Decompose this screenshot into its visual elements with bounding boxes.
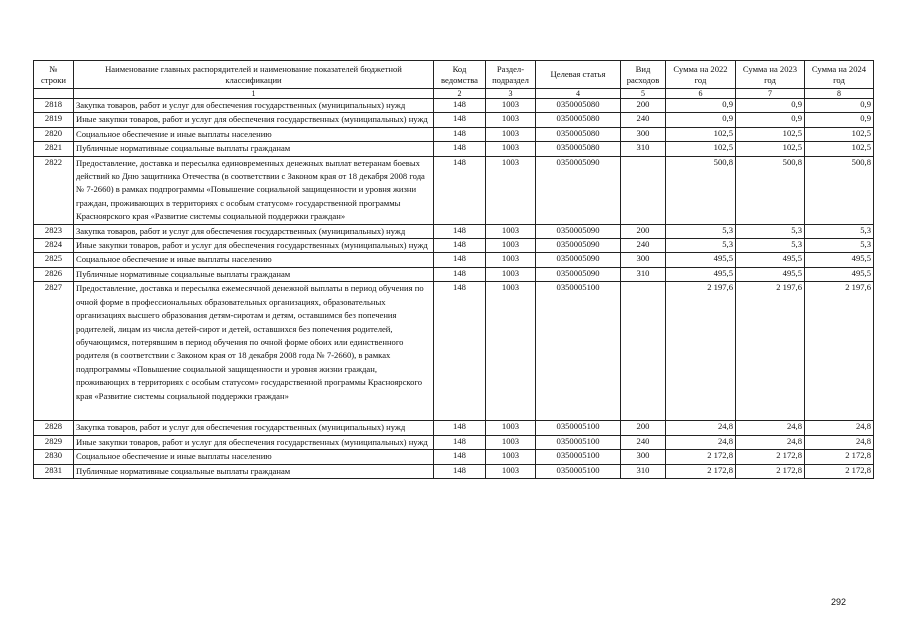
header-section: Раздел-подраздел <box>486 61 536 89</box>
row-sum-2024: 102,5 <box>805 127 874 141</box>
column-number: 1 <box>74 89 434 99</box>
row-target-article: 0350005090 <box>536 239 621 253</box>
row-number: 2820 <box>34 127 74 141</box>
column-number: 3 <box>486 89 536 99</box>
row-department-code: 148 <box>434 253 486 267</box>
table-row <box>34 435 874 449</box>
row-sum-2024: 102,5 <box>805 142 874 156</box>
row-sum-2024: 5,3 <box>805 239 874 253</box>
row-sum-2022: 102,5 <box>666 142 736 156</box>
table-row <box>34 282 874 421</box>
row-section: 1003 <box>486 156 536 224</box>
row-sum-2022: 2 172,8 <box>666 450 736 464</box>
row-number: 2828 <box>34 421 74 435</box>
header-row-number: № строки <box>34 61 74 89</box>
row-expense-type: 200 <box>621 99 666 113</box>
row-sum-2023: 495,5 <box>736 267 805 281</box>
header-row <box>34 61 874 89</box>
row-target-article: 0350005090 <box>536 156 621 224</box>
row-number: 2825 <box>34 253 74 267</box>
table-row <box>34 239 874 253</box>
row-name: Социальное обеспечение и иные выплаты населению <box>74 450 434 464</box>
row-sum-2022: 102,5 <box>666 127 736 141</box>
header-sum-2022: Сумма на 2022 год <box>666 61 736 89</box>
row-department-code: 148 <box>434 239 486 253</box>
row-sum-2023: 5,3 <box>736 239 805 253</box>
row-sum-2023: 5,3 <box>736 224 805 238</box>
row-number: 2831 <box>34 464 74 478</box>
row-sum-2024: 495,5 <box>805 253 874 267</box>
row-number: 2830 <box>34 450 74 464</box>
row-name: Иные закупки товаров, работ и услуг для обеспечения государственных (муниципальных) нужд <box>74 113 434 127</box>
row-section: 1003 <box>486 421 536 435</box>
row-name: Иные закупки товаров, работ и услуг для обеспечения государственных (муниципальных) нужд <box>74 435 434 449</box>
row-sum-2022: 5,3 <box>666 224 736 238</box>
row-name: Социальное обеспечение и иные выплаты населению <box>74 253 434 267</box>
row-sum-2022: 0,9 <box>666 99 736 113</box>
row-name: Предоставление, доставка и пересылка единовременных денежных выплат ветеранам боевых действий ко Дню защитника Отечества (в соответствии с Законом края от 18 декабря 2008 года № 7-2660) в рамках подпрограммы «Повышение социальной защищенности и уровня жизни граждан, проживающих в территориях с особым статусом» государственной программы Красноярского края «Развитие системы социальной поддержки граждан» <box>74 156 434 224</box>
row-number: 2823 <box>34 224 74 238</box>
row-sum-2022: 495,5 <box>666 253 736 267</box>
row-section: 1003 <box>486 253 536 267</box>
row-target-article: 0350005080 <box>536 99 621 113</box>
row-department-code: 148 <box>434 127 486 141</box>
table-row <box>34 99 874 113</box>
page-number: 292 <box>831 597 847 607</box>
row-department-code: 148 <box>434 99 486 113</box>
header-sum-2023: Сумма на 2023 год <box>736 61 805 89</box>
row-section: 1003 <box>486 464 536 478</box>
row-expense-type: 310 <box>621 142 666 156</box>
table-row <box>34 464 874 478</box>
row-number: 2822 <box>34 156 74 224</box>
table-body <box>34 99 874 479</box>
row-target-article: 0350005080 <box>536 113 621 127</box>
column-number: 6 <box>666 89 736 99</box>
table-row <box>34 450 874 464</box>
table-row <box>34 156 874 224</box>
column-number: 5 <box>621 89 666 99</box>
row-sum-2023: 102,5 <box>736 142 805 156</box>
row-name: Иные закупки товаров, работ и услуг для обеспечения государственных (муниципальных) нужд <box>74 239 434 253</box>
row-number: 2818 <box>34 99 74 113</box>
row-sum-2023: 0,9 <box>736 99 805 113</box>
row-section: 1003 <box>486 450 536 464</box>
column-number: 4 <box>536 89 621 99</box>
row-sum-2023: 102,5 <box>736 127 805 141</box>
row-name: Публичные нормативные социальные выплаты гражданам <box>74 267 434 281</box>
row-target-article: 0350005090 <box>536 224 621 238</box>
header-sum-2024: Сумма на 2024 год <box>805 61 874 89</box>
header-expense-type: Вид расходов <box>621 61 666 89</box>
row-sum-2022: 24,8 <box>666 435 736 449</box>
row-name: Публичные нормативные социальные выплаты гражданам <box>74 142 434 156</box>
row-section: 1003 <box>486 435 536 449</box>
row-sum-2023: 2 197,6 <box>736 282 805 421</box>
row-sum-2022: 495,5 <box>666 267 736 281</box>
row-department-code: 148 <box>434 464 486 478</box>
row-expense-type: 200 <box>621 224 666 238</box>
row-expense-type: 240 <box>621 113 666 127</box>
row-target-article: 0350005080 <box>536 127 621 141</box>
header-name: Наименование главных распорядителей и наименование показателей бюджетной классификации <box>74 61 434 89</box>
row-expense-type <box>621 282 666 421</box>
table-row <box>34 253 874 267</box>
row-name: Закупка товаров, работ и услуг для обеспечения государственных (муниципальных) нужд <box>74 421 434 435</box>
row-name: Публичные нормативные социальные выплаты гражданам <box>74 464 434 478</box>
row-number: 2826 <box>34 267 74 281</box>
row-department-code: 148 <box>434 450 486 464</box>
row-sum-2023: 500,8 <box>736 156 805 224</box>
row-sum-2022: 0,9 <box>666 113 736 127</box>
row-name: Закупка товаров, работ и услуг для обеспечения государственных (муниципальных) нужд <box>74 224 434 238</box>
row-target-article: 0350005090 <box>536 253 621 267</box>
row-expense-type: 240 <box>621 435 666 449</box>
table-row <box>34 421 874 435</box>
row-sum-2022: 5,3 <box>666 239 736 253</box>
row-sum-2024: 24,8 <box>805 421 874 435</box>
row-sum-2024: 2 172,8 <box>805 464 874 478</box>
row-number: 2824 <box>34 239 74 253</box>
row-number: 2829 <box>34 435 74 449</box>
table-row <box>34 142 874 156</box>
row-sum-2023: 2 172,8 <box>736 464 805 478</box>
row-sum-2024: 24,8 <box>805 435 874 449</box>
row-department-code: 148 <box>434 156 486 224</box>
column-number: 2 <box>434 89 486 99</box>
row-name: Социальное обеспечение и иные выплаты населению <box>74 127 434 141</box>
row-sum-2024: 500,8 <box>805 156 874 224</box>
row-section: 1003 <box>486 113 536 127</box>
column-number-row <box>34 89 874 99</box>
row-department-code: 148 <box>434 435 486 449</box>
row-department-code: 148 <box>434 142 486 156</box>
header-department-code: Код ведомства <box>434 61 486 89</box>
row-section: 1003 <box>486 142 536 156</box>
row-sum-2024: 2 172,8 <box>805 450 874 464</box>
row-sum-2023: 0,9 <box>736 113 805 127</box>
row-expense-type: 310 <box>621 464 666 478</box>
row-expense-type: 240 <box>621 239 666 253</box>
row-sum-2022: 2 197,6 <box>666 282 736 421</box>
row-section: 1003 <box>486 239 536 253</box>
row-target-article: 0350005100 <box>536 435 621 449</box>
column-number <box>34 89 74 99</box>
row-target-article: 0350005080 <box>536 142 621 156</box>
column-number: 8 <box>805 89 874 99</box>
row-expense-type: 300 <box>621 450 666 464</box>
row-department-code: 148 <box>434 267 486 281</box>
budget-table <box>33 60 874 479</box>
row-target-article: 0350005100 <box>536 282 621 421</box>
row-sum-2022: 500,8 <box>666 156 736 224</box>
row-sum-2024: 0,9 <box>805 99 874 113</box>
row-sum-2023: 2 172,8 <box>736 450 805 464</box>
row-expense-type: 200 <box>621 421 666 435</box>
row-section: 1003 <box>486 267 536 281</box>
row-target-article: 0350005100 <box>536 450 621 464</box>
row-number: 2827 <box>34 282 74 421</box>
row-section: 1003 <box>486 282 536 421</box>
row-target-article: 0350005090 <box>536 267 621 281</box>
row-sum-2023: 495,5 <box>736 253 805 267</box>
table-row <box>34 224 874 238</box>
row-number: 2819 <box>34 113 74 127</box>
row-sum-2023: 24,8 <box>736 435 805 449</box>
row-sum-2024: 495,5 <box>805 267 874 281</box>
row-section: 1003 <box>486 127 536 141</box>
row-sum-2022: 2 172,8 <box>666 464 736 478</box>
row-sum-2024: 2 197,6 <box>805 282 874 421</box>
row-department-code: 148 <box>434 421 486 435</box>
table-row <box>34 127 874 141</box>
row-number: 2821 <box>34 142 74 156</box>
row-expense-type: 300 <box>621 253 666 267</box>
row-name: Закупка товаров, работ и услуг для обеспечения государственных (муниципальных) нужд <box>74 99 434 113</box>
row-section: 1003 <box>486 99 536 113</box>
row-expense-type: 310 <box>621 267 666 281</box>
row-department-code: 148 <box>434 282 486 421</box>
row-sum-2024: 5,3 <box>805 224 874 238</box>
row-sum-2023: 24,8 <box>736 421 805 435</box>
row-target-article: 0350005100 <box>536 464 621 478</box>
table-row <box>34 113 874 127</box>
header-target-article: Целевая статья <box>536 61 621 89</box>
row-sum-2024: 0,9 <box>805 113 874 127</box>
row-name: Предоставление, доставка и пересылка ежемесячной денежной выплаты в период обучения по очной форме в профессиональных образовательных организациях, образовательных организациях высшего образования детям-сиротам и детям, оставшимся без попечения родителей, лицам из числа детей-сирот и детей, оставшихся без попечения родителей, обучающимся, потерявшим в период обучения по очной форме обоих или единственного родителя (в соответствии с Законом края от 18 декабря 2008 года № 7-2660), в рамках подпрограммы «Повышение социальной защищенности и уровня жизни граждан, проживающих в территориях с особым статусом» государственной программы Красноярского края «Развитие системы социальной поддержки граждан» <box>74 282 434 421</box>
column-number: 7 <box>736 89 805 99</box>
row-target-article: 0350005100 <box>536 421 621 435</box>
row-expense-type: 300 <box>621 127 666 141</box>
table-row <box>34 267 874 281</box>
row-department-code: 148 <box>434 113 486 127</box>
row-department-code: 148 <box>434 224 486 238</box>
row-sum-2022: 24,8 <box>666 421 736 435</box>
row-section: 1003 <box>486 224 536 238</box>
row-expense-type <box>621 156 666 224</box>
